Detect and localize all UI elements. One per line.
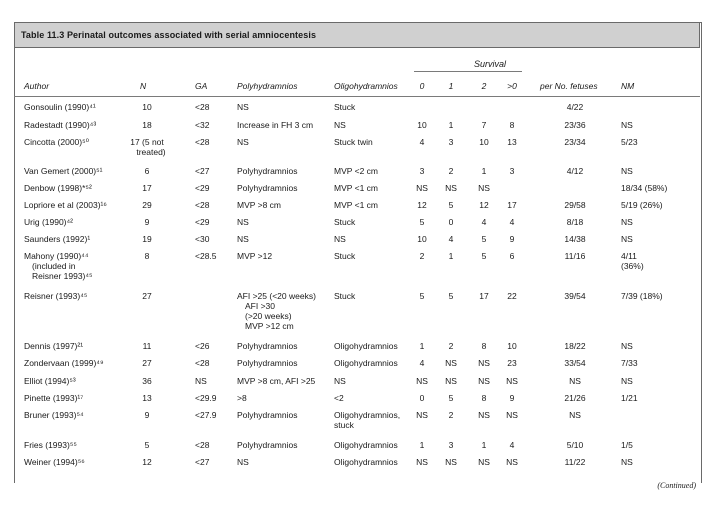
col-nm-header: NM [621, 81, 635, 91]
oligo-cell: MVP <2 cm [334, 166, 379, 176]
survival-1-cell: 2 [448, 341, 454, 351]
ga-cell: <29 [195, 183, 210, 193]
per-fetuses-cell: 18/22 [564, 341, 586, 351]
survival-0-cell: 0 [419, 393, 425, 403]
survival-gt0-cell: 17 [507, 200, 517, 210]
ga-cell: NS [195, 376, 207, 386]
survival-0-cell: 1 [419, 341, 425, 351]
ga-cell: <27 [195, 166, 210, 176]
author-cell: Dennis (1997)²¹ [24, 341, 84, 351]
col-s2-header: 2 [481, 81, 487, 91]
n-cell: 6 [144, 166, 150, 176]
per-fetuses-cell: 8/18 [566, 217, 584, 227]
survival-0-cell: 4 [419, 358, 425, 368]
ga-cell: <28 [195, 137, 210, 147]
nm-cell: NS [621, 217, 633, 227]
survival-2-cell: 1 [481, 440, 487, 450]
nm-cell: 7/39 (18%) [621, 291, 663, 301]
nm-cell: NS [621, 376, 633, 386]
oligo-cell: Stuck twin [334, 137, 373, 147]
survival-0-cell: 5 [419, 291, 425, 301]
survival-gt0-cell: 3 [509, 166, 515, 176]
survival-2-cell: NS [478, 457, 490, 467]
per-fetuses-cell: 39/54 [564, 291, 586, 301]
poly-cell: NS [237, 217, 249, 227]
survival-0-cell: 2 [419, 251, 425, 261]
survival-1-cell: NS [445, 183, 457, 193]
survival-header: Survival [474, 59, 507, 69]
oligo-cell: MVP <1 cm [334, 200, 379, 210]
oligo-cell: stuck [334, 420, 354, 430]
nm-cell: NS [621, 457, 633, 467]
author-cell: Reisner (1993)⁴⁵ [24, 291, 88, 301]
survival-1-cell: 3 [448, 440, 454, 450]
author-cell: Radestadt (1990)⁴³ [24, 120, 97, 130]
n-cell: 19 [142, 234, 152, 244]
poly-cell: AFI >25 (<20 weeks) [237, 291, 316, 301]
poly-cell: Polyhydramnios [237, 440, 298, 450]
survival-2-cell: 12 [479, 200, 489, 210]
per-fetuses-cell: NS [569, 410, 581, 420]
survival-1-cell: NS [445, 358, 457, 368]
nm-cell: NS [621, 166, 633, 176]
survival-1-cell: NS [445, 376, 457, 386]
survival-gt0-cell: 23 [507, 358, 517, 368]
author-cell: Cincotta (2000)⁵⁰ [24, 137, 90, 147]
n-cell: 9 [144, 217, 150, 227]
survival-0-cell: 10 [417, 120, 427, 130]
header-rule [14, 96, 700, 97]
col-s1-header: 1 [448, 81, 454, 91]
oligo-cell: NS [334, 234, 346, 244]
oligo-cell: Stuck [334, 291, 356, 301]
author-cell: Pinette (1993)¹⁷ [24, 393, 84, 403]
oligo-cell: Stuck [334, 217, 356, 227]
poly-cell: (>20 weeks) [245, 311, 292, 321]
col-s0-header: 0 [419, 81, 425, 91]
oligo-cell: Oligohydramnios [334, 341, 398, 351]
survival-2-cell: 10 [479, 137, 489, 147]
author-cell: Mahony (1990)⁴⁴ [24, 251, 89, 261]
poly-cell: MVP >8 cm, AFI >25 [237, 376, 316, 386]
poly-cell: Polyhydramnios [237, 166, 298, 176]
author-cell: (included in [32, 261, 76, 271]
survival-2-cell: 8 [481, 393, 487, 403]
poly-cell: >8 [237, 393, 247, 403]
per-fetuses-cell: 11/22 [564, 457, 586, 467]
col-oligo-header: Oligohydramnios [334, 81, 398, 91]
oligo-cell: Oligohydramnios, [334, 410, 401, 420]
survival-gt0-cell: NS [506, 457, 518, 467]
survival-1-cell: 4 [448, 234, 454, 244]
survival-2-cell: 5 [481, 234, 487, 244]
oligo-cell: <2 [334, 393, 344, 403]
per-fetuses-cell: 4/22 [566, 102, 584, 112]
survival-1-cell: 2 [448, 410, 454, 420]
poly-cell: MVP >12 cm [245, 321, 294, 331]
ga-cell: <28 [195, 440, 210, 450]
nm-cell: 1/21 [621, 393, 638, 403]
n-cell: 29 [142, 200, 152, 210]
nm-cell: (36%) [621, 261, 644, 271]
poly-cell: MVP >8 cm [237, 200, 282, 210]
nm-cell: 1/5 [621, 440, 633, 450]
col-author-header: Author [24, 81, 50, 91]
survival-underline [414, 71, 522, 72]
per-fetuses-cell: 21/26 [564, 393, 586, 403]
oligo-cell: Oligohydramnios [334, 457, 398, 467]
n-cell: 17 [142, 183, 152, 193]
nm-cell: NS [621, 120, 633, 130]
ga-cell: <27.9 [195, 410, 217, 420]
n-cell: treated) [136, 147, 166, 157]
n-cell: 17 (5 not [130, 137, 164, 147]
author-cell: Zondervaan (1999)⁴⁹ [24, 358, 104, 368]
survival-0-cell: 5 [419, 217, 425, 227]
continued-note: (Continued) [657, 481, 696, 490]
survival-gt0-cell: NS [506, 410, 518, 420]
author-cell: Lopriore et al (2003)¹⁶ [24, 200, 107, 210]
survival-2-cell: 8 [481, 341, 487, 351]
survival-0-cell: 3 [419, 166, 425, 176]
poly-cell: Polyhydramnios [237, 410, 298, 420]
ga-cell: <26 [195, 341, 210, 351]
nm-cell: 5/23 [621, 137, 638, 147]
n-cell: 12 [142, 457, 152, 467]
survival-1-cell: 5 [448, 291, 454, 301]
col-per-header: per No. fetuses [540, 81, 598, 91]
per-fetuses-cell: NS [569, 376, 581, 386]
survival-1-cell: NS [445, 457, 457, 467]
author-cell: Van Gemert (2000)⁵¹ [24, 166, 103, 176]
survival-gt0-cell: 4 [509, 217, 515, 227]
poly-cell: Polyhydramnios [237, 341, 298, 351]
survival-0-cell: NS [416, 457, 428, 467]
col-n-header: N [140, 81, 147, 91]
n-cell: 13 [142, 393, 152, 403]
ga-cell: <28 [195, 102, 210, 112]
col-ga-header: GA [195, 81, 208, 91]
n-cell: 8 [144, 251, 150, 261]
n-cell: 11 [142, 341, 152, 351]
per-fetuses-cell: 14/38 [564, 234, 586, 244]
ga-cell: <27 [195, 457, 210, 467]
n-cell: 9 [144, 410, 150, 420]
survival-1-cell: 1 [448, 120, 454, 130]
per-fetuses-cell: 11/16 [564, 251, 586, 261]
survival-gt0-cell: 9 [509, 393, 515, 403]
survival-1-cell: 5 [448, 393, 454, 403]
author-cell: Bruner (1993)⁵⁴ [24, 410, 84, 420]
n-cell: 10 [142, 102, 152, 112]
survival-gt0-cell: 8 [509, 120, 515, 130]
survival-2-cell: NS [478, 183, 490, 193]
survival-2-cell: 4 [481, 217, 487, 227]
survival-0-cell: 4 [419, 137, 425, 147]
survival-1-cell: 3 [448, 137, 454, 147]
survival-gt0-cell: 4 [509, 440, 515, 450]
survival-0-cell: 1 [419, 440, 425, 450]
nm-cell: 18/34 (58%) [621, 183, 668, 193]
nm-cell: 7/33 [621, 358, 638, 368]
poly-cell: MVP >12 [237, 251, 273, 261]
ga-cell: <28 [195, 358, 210, 368]
survival-0-cell: NS [416, 376, 428, 386]
survival-gt0-cell: NS [506, 376, 518, 386]
author-cell: Urig (1990)⁴² [24, 217, 73, 227]
nm-cell: NS [621, 341, 633, 351]
survival-2-cell: 17 [479, 291, 489, 301]
col-sgt-header: >0 [507, 81, 517, 91]
survival-2-cell: NS [478, 410, 490, 420]
n-cell: 36 [142, 376, 152, 386]
survival-0-cell: 10 [417, 234, 427, 244]
poly-cell: NS [237, 457, 249, 467]
poly-cell: NS [237, 137, 249, 147]
table-title-bar [14, 22, 700, 48]
author-cell: Elliot (1994)⁵³ [24, 376, 76, 386]
n-cell: 27 [142, 358, 152, 368]
survival-0-cell: 12 [417, 200, 427, 210]
ga-cell: <28.5 [195, 251, 217, 261]
oligo-cell: Oligohydramnios [334, 358, 398, 368]
author-cell: Denbow (1998)*⁵² [24, 183, 92, 193]
oligo-cell: NS [334, 120, 346, 130]
oligo-cell: NS [334, 376, 346, 386]
per-fetuses-cell: 23/36 [564, 120, 586, 130]
poly-cell: NS [237, 102, 249, 112]
author-cell: Saunders (1992)¹ [24, 234, 91, 244]
ga-cell: <30 [195, 234, 210, 244]
survival-2-cell: 1 [481, 166, 487, 176]
oligo-cell: Stuck [334, 102, 356, 112]
poly-cell: Polyhydramnios [237, 358, 298, 368]
per-fetuses-cell: 29/58 [564, 200, 586, 210]
ga-cell: <32 [195, 120, 210, 130]
oligo-cell: MVP <1 cm [334, 183, 379, 193]
per-fetuses-cell: 33/54 [564, 358, 586, 368]
survival-1-cell: 2 [448, 166, 454, 176]
per-fetuses-cell: 5/10 [566, 440, 584, 450]
author-cell: Weiner (1994)⁵⁶ [24, 457, 85, 467]
author-cell: Reisner 1993)⁴⁵ [32, 271, 93, 281]
survival-gt0-cell: 22 [507, 291, 517, 301]
author-cell: Gonsoulin (1990)⁴¹ [24, 102, 96, 112]
survival-gt0-cell: 6 [509, 251, 515, 261]
n-cell: 27 [142, 291, 152, 301]
survival-1-cell: 0 [448, 217, 454, 227]
oligo-cell: Oligohydramnios [334, 440, 398, 450]
per-fetuses-cell: 4/12 [566, 166, 584, 176]
poly-cell: Polyhydramnios [237, 183, 298, 193]
n-cell: 5 [144, 440, 150, 450]
survival-1-cell: 1 [448, 251, 454, 261]
per-fetuses-cell: 23/34 [564, 137, 586, 147]
col-poly-header: Polyhydramnios [237, 81, 298, 91]
survival-gt0-cell: 10 [507, 341, 517, 351]
ga-cell: <29 [195, 217, 210, 227]
poly-cell: Increase in FH 3 cm [237, 120, 314, 130]
survival-2-cell: 5 [481, 251, 487, 261]
survival-0-cell: NS [416, 183, 428, 193]
poly-cell: AFI >30 [245, 301, 276, 311]
survival-2-cell: 7 [481, 120, 487, 130]
poly-cell: NS [237, 234, 249, 244]
table-title: Table 11.3 Perinatal outcomes associated with serial amniocentesis [21, 30, 317, 40]
author-cell: Fries (1993)⁵⁵ [24, 440, 77, 450]
n-cell: 18 [142, 120, 152, 130]
survival-0-cell: NS [416, 410, 428, 420]
oligo-cell: Stuck [334, 251, 356, 261]
nm-cell: NS [621, 234, 633, 244]
survival-1-cell: 5 [448, 200, 454, 210]
nm-cell: 4/11 [621, 251, 637, 261]
survival-2-cell: NS [478, 358, 490, 368]
survival-gt0-cell: 9 [509, 234, 515, 244]
ga-cell: <28 [195, 200, 210, 210]
survival-2-cell: NS [478, 376, 490, 386]
survival-gt0-cell: 13 [507, 137, 517, 147]
nm-cell: 5/19 (26%) [621, 200, 663, 210]
ga-cell: <29.9 [195, 393, 217, 403]
